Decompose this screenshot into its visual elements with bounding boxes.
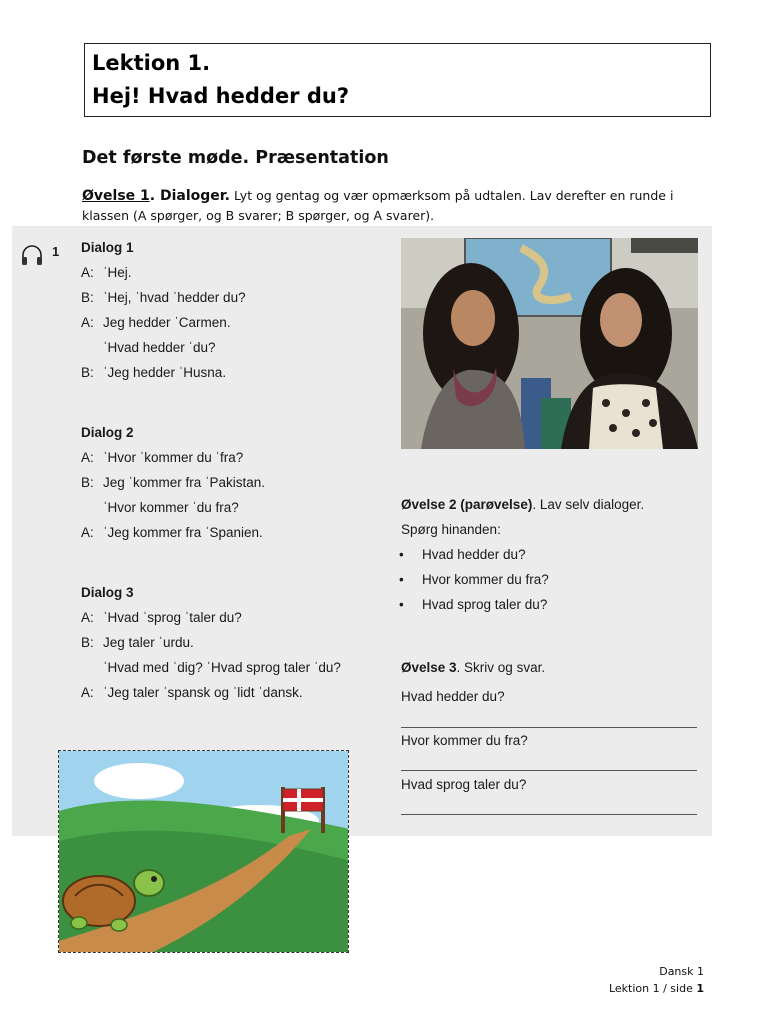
turtle-illustration [58, 750, 349, 953]
dialog-line: ˈHvad hedder ˈdu? [103, 340, 216, 355]
dialog-speaker: B: [81, 475, 94, 490]
exercise-2-label: Øvelse 2 (parøvelse) [401, 497, 533, 512]
dialog-3-title: Dialog 3 [81, 585, 134, 600]
exercise-1-text-1: Lyt og gentag og vær opmærksom på udtalen. Lav derefter en runde i [233, 188, 674, 203]
section-heading: Det første møde. Præsentation [82, 148, 389, 168]
dialog-speaker: B: [81, 635, 94, 650]
exercise-3-label: Øvelse 3 [401, 660, 457, 675]
dialog-speaker: A: [81, 265, 94, 280]
audio-track-number: 1 [52, 244, 60, 259]
lesson-number: Lektion 1. [92, 51, 211, 75]
dialog-line: Jeg hedder ˈCarmen. [103, 315, 231, 330]
dialog-speaker: A: [81, 685, 94, 700]
headphones-icon[interactable] [20, 244, 44, 268]
bullet-icon: • [399, 547, 404, 562]
exercise-3-question: Hvad hedder du? [401, 689, 505, 704]
dialog-speaker: A: [81, 610, 94, 625]
page-number: 1 [696, 982, 704, 995]
dialog-speaker: B: [81, 365, 94, 380]
footer-page-info [609, 982, 704, 995]
exercise-1-intro: Øvelse 1. Dialoger. Lyt og gentag og vær opmærksom på udtalen. Lav derefter en runde i klassen (A spørger, og B svarer; B spørger, og A svarer). [82, 188, 674, 223]
turtle-road-flag-icon [59, 751, 349, 953]
dialog-speaker: A: [81, 525, 94, 540]
dialog-line: ˈHej. [103, 265, 132, 280]
dialog-line: Jeg ˈkommer fra ˈPakistan. [103, 475, 266, 490]
lesson-title: Hej! Hvad hedder du? [92, 84, 350, 108]
photo-illustration [401, 238, 698, 449]
dialog-line: ˈHvad med ˈdig? ˈHvad sprog taler ˈdu? [103, 660, 341, 675]
dialog-speaker: A: [81, 315, 94, 330]
exercise-1-text-2: klassen (A spørger, og B svarer; B spørger, og A svarer). [82, 208, 435, 223]
answer-line[interactable] [401, 727, 697, 728]
exercise-1-number: Øvelse 1 [82, 188, 150, 204]
exercise-2-subheading: Spørg hinanden: [401, 522, 501, 537]
dialog-speaker: B: [81, 290, 94, 305]
exercise-3-instruction: . Skriv og svar. [456, 660, 546, 675]
exercise-3-heading [401, 660, 545, 675]
footer-course: Dansk 1 [659, 965, 704, 978]
exercise-2-question: Hvad hedder du? [422, 547, 526, 562]
footer-lesson: Lektion 1 / side [608, 982, 697, 995]
bullet-icon: • [399, 597, 404, 612]
exercise-3-question: Hvad sprog taler du? [401, 777, 527, 792]
exercise-3-question: Hvor kommer du fra? [401, 733, 528, 748]
exercise-2-instruction: . Lav selv dialoger. [532, 497, 645, 512]
dialog-line: ˈJeg taler ˈspansk og ˈlidt ˈdansk. [103, 685, 303, 700]
dialog-line: ˈHvad ˈsprog ˈtaler du? [103, 610, 242, 625]
lesson-title-box [84, 43, 711, 117]
exercise-2-question: Hvor kommer du fra? [422, 572, 549, 587]
dialog-line: Jeg taler ˈurdu. [103, 635, 194, 650]
bullet-icon: • [399, 572, 404, 587]
answer-line[interactable] [401, 770, 697, 771]
exercise-2-heading [401, 497, 644, 512]
exercise-2-question: Hvad sprog taler du? [422, 597, 548, 612]
dialog-line: ˈHvor kommer ˈdu fra? [103, 500, 239, 515]
photo-two-women [401, 238, 698, 449]
dialog-line: ˈHvor ˈkommer du ˈfra? [103, 450, 244, 465]
dialog-line: ˈJeg kommer fra ˈSpanien. [103, 525, 263, 540]
answer-line[interactable] [401, 814, 697, 815]
dialog-1-title: Dialog 1 [81, 240, 134, 255]
dialog-2-title: Dialog 2 [81, 425, 134, 440]
exercise-1-name: Dialoger. [159, 188, 230, 204]
dialog-speaker: A: [81, 450, 94, 465]
dialog-line: ˈJeg hedder ˈHusna. [103, 365, 227, 380]
dialog-line: ˈHej, ˈhvad ˈhedder du? [103, 290, 246, 305]
